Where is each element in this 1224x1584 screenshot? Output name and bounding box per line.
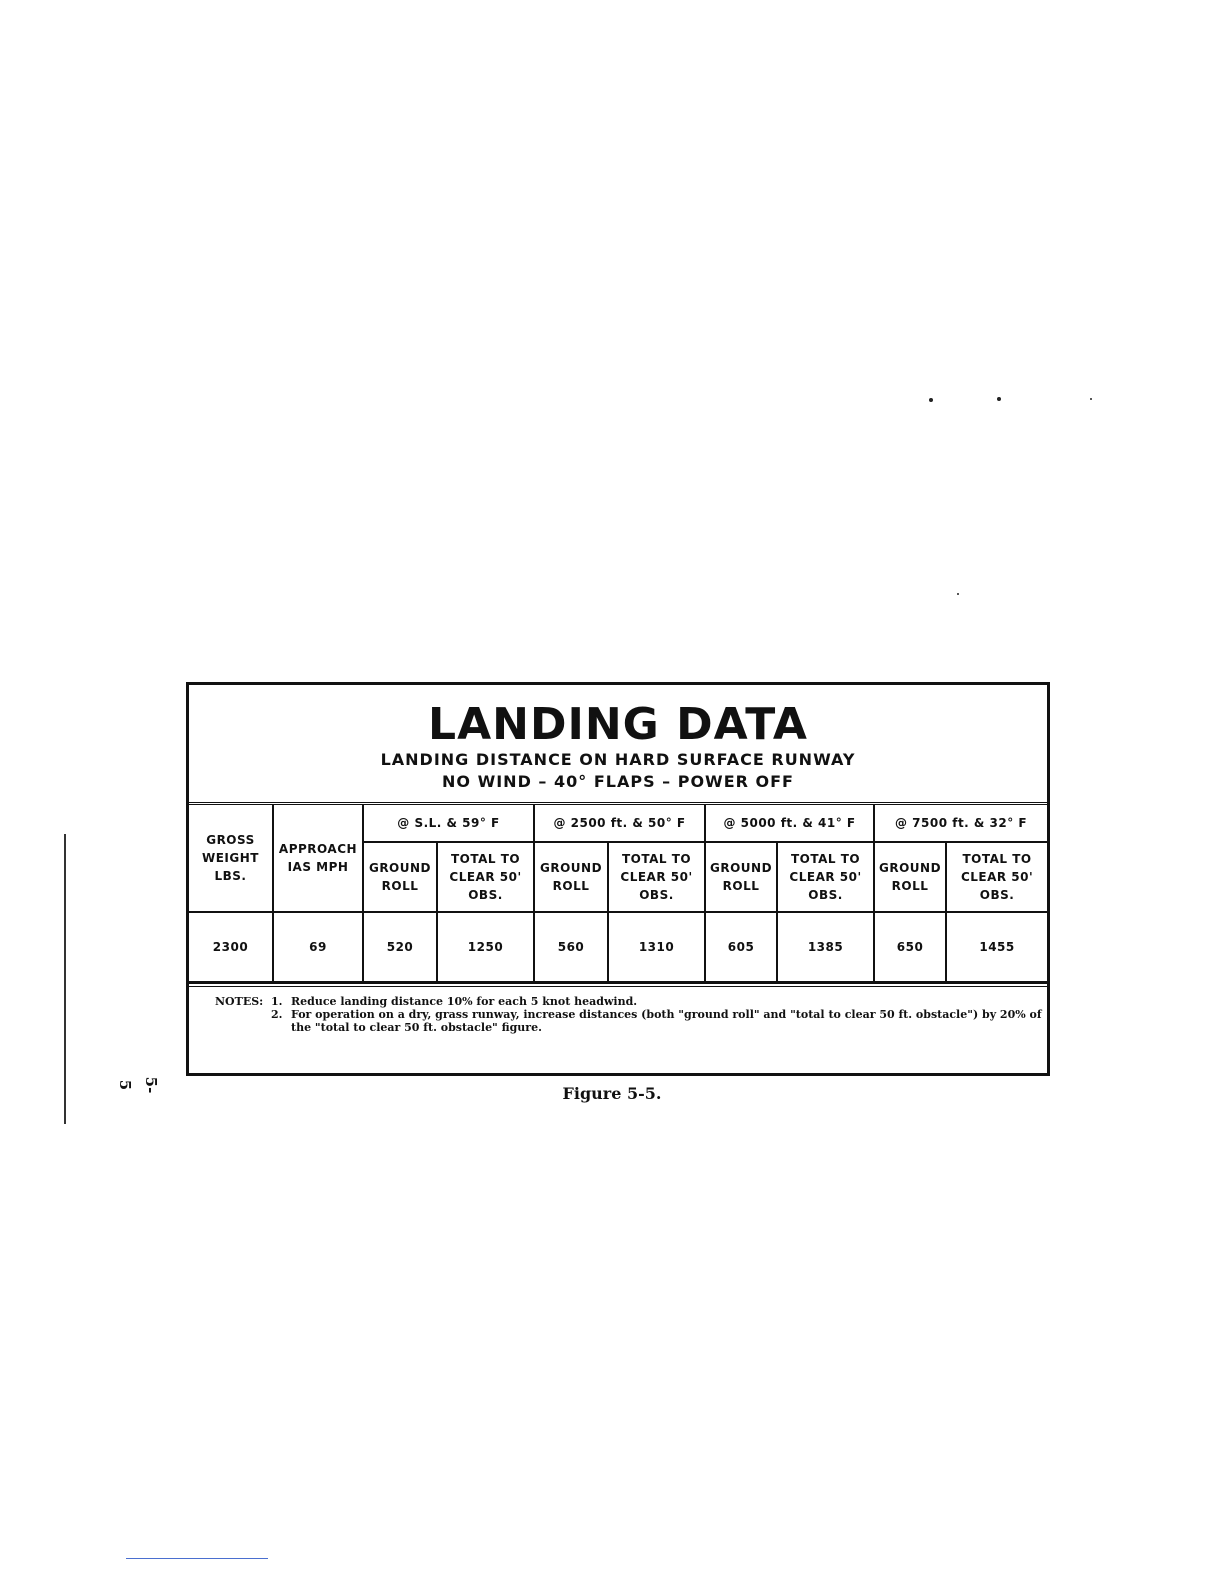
header-ground-roll: GROUND ROLL <box>363 842 437 912</box>
cell-value: 650 <box>874 912 946 982</box>
header-ground-roll: GROUND ROLL <box>705 842 777 912</box>
chart-title: LANDING DATA <box>428 699 808 750</box>
landing-table <box>189 805 1047 983</box>
cell-value: 605 <box>705 912 777 982</box>
cell-value: 560 <box>534 912 608 982</box>
cell-gross-weight: 2300 <box>189 912 273 982</box>
side-page-number: 5-5 <box>116 1076 160 1094</box>
note-number: 2. <box>271 1008 283 1021</box>
cell-value: 1455 <box>946 912 1047 982</box>
scan-speck <box>957 593 959 595</box>
header-total-clear: TOTAL TO CLEAR 50' OBS. <box>777 842 874 912</box>
header-gross-weight: GROSS WEIGHT LBS. <box>189 805 273 912</box>
header-total-clear: TOTAL TO CLEAR 50' OBS. <box>946 842 1047 912</box>
header-total-clear: TOTAL TO CLEAR 50' OBS. <box>608 842 705 912</box>
note-text: For operation on a dry, grass runway, increase distances (both "ground roll" and "total to clear 50 ft. obstacle") by 20% of the "total to clear 50 ft. obstacle" figure. <box>291 1008 1042 1034</box>
chart-header <box>189 685 1047 805</box>
chart-subtitle-1: LANDING DISTANCE ON HARD SURFACE RUNWAY <box>380 750 856 769</box>
footnote-rule <box>126 1558 268 1559</box>
header-approach-ias: APPROACH IAS MPH <box>273 805 363 912</box>
scan-speck <box>997 397 1001 401</box>
cell-value: 520 <box>363 912 437 982</box>
header-total-clear: TOTAL TO CLEAR 50' OBS. <box>437 842 534 912</box>
chart-subtitle-2: NO WIND – 40° FLAPS – POWER OFF <box>442 772 794 791</box>
header-condition: @ 7500 ft. & 32° F <box>874 805 1047 842</box>
figure-caption: Figure 5-5. <box>562 1084 662 1103</box>
scan-speck <box>1090 398 1092 400</box>
note-number: 1. <box>271 995 283 1008</box>
header-condition: @ S.L. & 59° F <box>363 805 534 842</box>
cell-approach-ias: 69 <box>273 912 363 982</box>
header-condition: @ 5000 ft. & 41° F <box>705 805 874 842</box>
note-item <box>215 1008 1047 1034</box>
margin-rule <box>64 834 66 1124</box>
header-condition: @ 2500 ft. & 50° F <box>534 805 705 842</box>
cell-value: 1385 <box>777 912 874 982</box>
cell-value: 1250 <box>437 912 534 982</box>
note-indent <box>215 1008 271 1034</box>
header-ground-roll: GROUND ROLL <box>534 842 608 912</box>
landing-data-chart <box>186 682 1050 1076</box>
note-text: Reduce landing distance 10% for each 5 knot headwind. <box>291 995 638 1008</box>
notes-label: NOTES: <box>215 995 264 1008</box>
cell-value: 1310 <box>608 912 705 982</box>
header-ground-roll: GROUND ROLL <box>874 842 946 912</box>
scan-speck <box>929 398 933 402</box>
notes-section <box>189 983 1047 1041</box>
table-row <box>189 912 1047 982</box>
note-item <box>215 995 1047 1008</box>
